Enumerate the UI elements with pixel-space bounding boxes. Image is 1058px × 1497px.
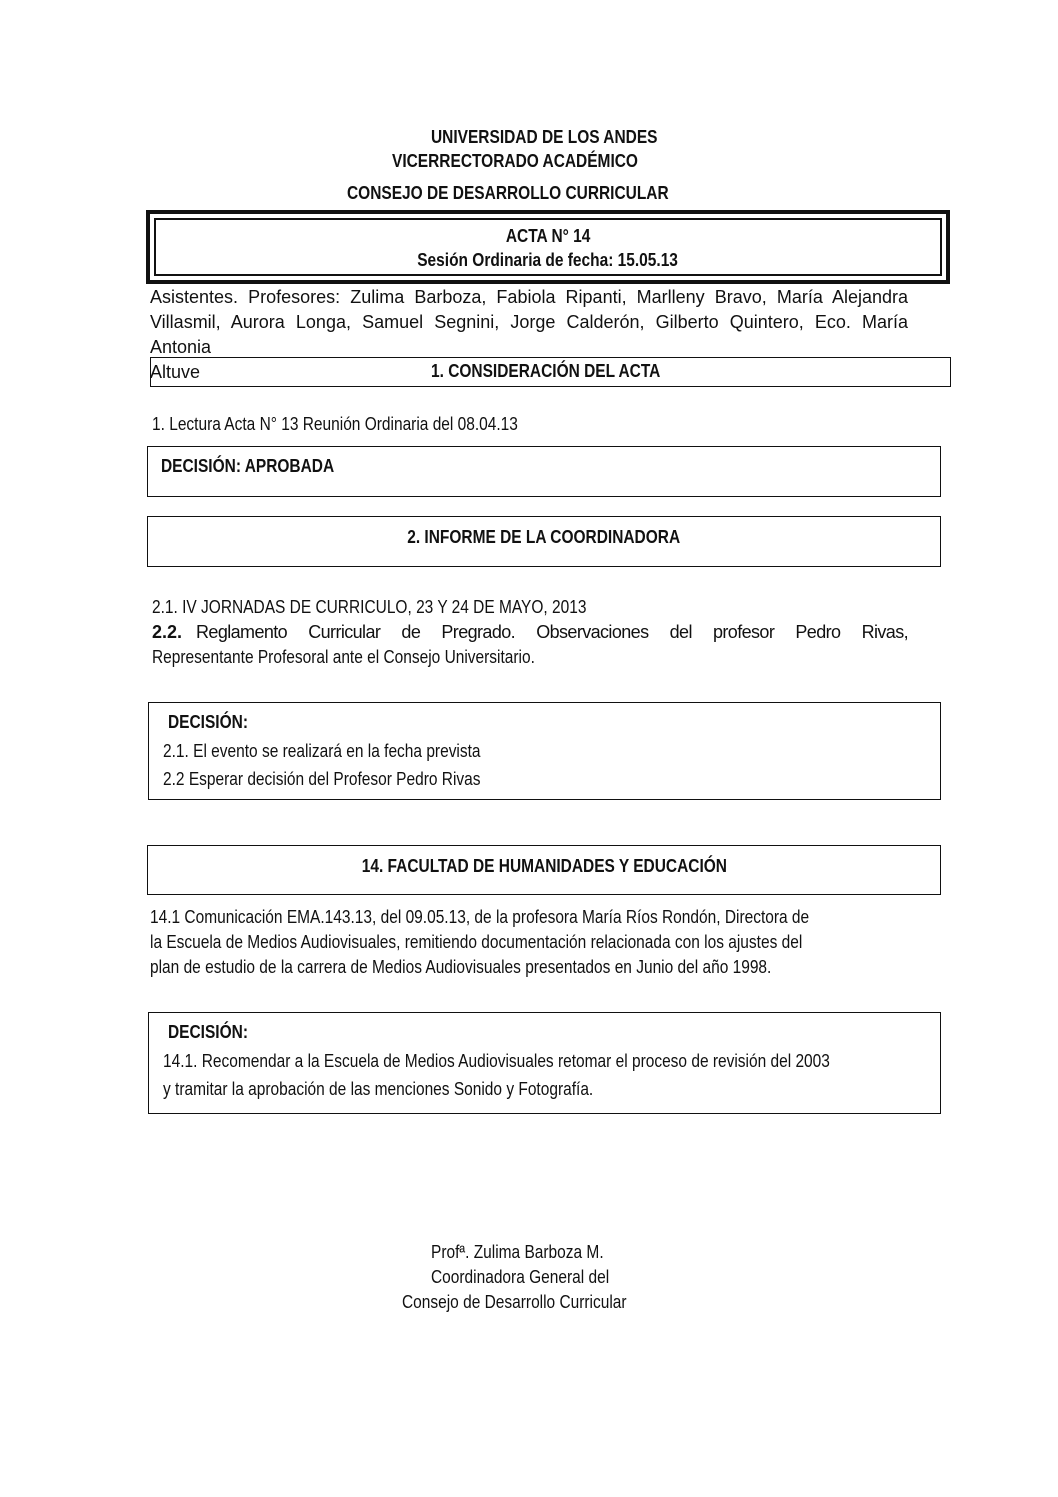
attendees-line-2: Villasmil, Aurora Longa, Samuel Segnini, Jorge Calderón, Gilberto Quintero, Eco. María Antonia xyxy=(150,312,908,357)
section2-item-1: 2.1. IV JORNADAS DE CURRICULO, 23 Y 24 DE MAYO, 2013 xyxy=(152,597,587,617)
section1-item: 1. Lectura Acta N° 13 Reunión Ordinaria del 08.04.13 xyxy=(152,414,518,434)
section14-text xyxy=(150,905,916,980)
section2-item-2-line-2: Representante Profesoral ante el Consejo Universitario. xyxy=(152,647,535,667)
section1-decision: DECISIÓN: APROBADA xyxy=(161,456,335,476)
section2-item-2-line-1: Reglamento Curricular de Pregrado. Observaciones del profesor Pedro Rivas, xyxy=(196,622,908,642)
section14-decision-box xyxy=(148,1012,941,1114)
section2-title-box xyxy=(147,516,941,567)
section14-line-2: la Escuela de Medios Audiovisuales, remitiendo documentación relacionada con los ajustes del xyxy=(150,932,803,952)
signature-name: Profª. Zulima Barboza M. xyxy=(431,1242,604,1262)
section1-title: 1. CONSIDERACIÓN DEL ACTA xyxy=(431,361,661,381)
university-title: UNIVERSIDAD DE LOS ANDES xyxy=(431,127,658,147)
vicerrectorado-title: VICERRECTORADO ACADÉMICO xyxy=(392,151,638,171)
section2-decision-title: DECISIÓN: xyxy=(168,712,248,732)
acta-number: ACTA N° 14 xyxy=(505,226,591,246)
section2-item-2 xyxy=(152,620,908,670)
section1-decision-box xyxy=(147,446,941,497)
section14-title: 14. FACULTAD DE HUMANIDADES Y EDUCACIÓN xyxy=(361,856,727,876)
attendees-line-1: Asistentes. Profesores: Zulima Barboza, Fabiola Ripanti, Marlleny Bravo, María Alejandra xyxy=(150,287,908,307)
section2-decision-box xyxy=(148,702,941,800)
signature-role-2: Consejo de Desarrollo Curricular xyxy=(402,1292,627,1312)
section2-item-2-number: 2.2. xyxy=(152,622,183,642)
section14-decision-title: DECISIÓN: xyxy=(168,1022,248,1042)
section2-decision-2: 2.2 Esperar decisión del Profesor Pedro Rivas xyxy=(163,769,481,789)
section14-title-box xyxy=(147,845,941,895)
acta-session: Sesión Ordinaria de fecha: 15.05.13 xyxy=(417,250,679,270)
consejo-title: CONSEJO DE DESARROLLO CURRICULAR xyxy=(347,183,669,203)
section14-decision-line-1: 14.1. Recomendar a la Escuela de Medios Audiovisuales retomar el proceso de revisión del 2003 xyxy=(163,1051,830,1071)
section2-title: 2. INFORME DE LA COORDINADORA xyxy=(407,527,681,547)
section1-title-box xyxy=(150,357,951,387)
signature-role-1: Coordinadora General del xyxy=(431,1267,610,1287)
section14-line-3: plan de estudio de la carrera de Medios Audiovisuales presentados en Junio del año 1998. xyxy=(150,957,772,977)
section14-decision-line-2: y tramitar la aprobación de las menciones Sonido y Fotografía. xyxy=(163,1079,594,1099)
acta-header-box xyxy=(146,210,950,284)
attendees-line-3: Altuve xyxy=(150,362,201,382)
section14-line-1: 14.1 Comunicación EMA.143.13, del 09.05.13, de la profesora María Ríos Rondón, Directora de xyxy=(150,907,810,927)
section2-decision-1: 2.1. El evento se realizará en la fecha prevista xyxy=(163,741,481,761)
